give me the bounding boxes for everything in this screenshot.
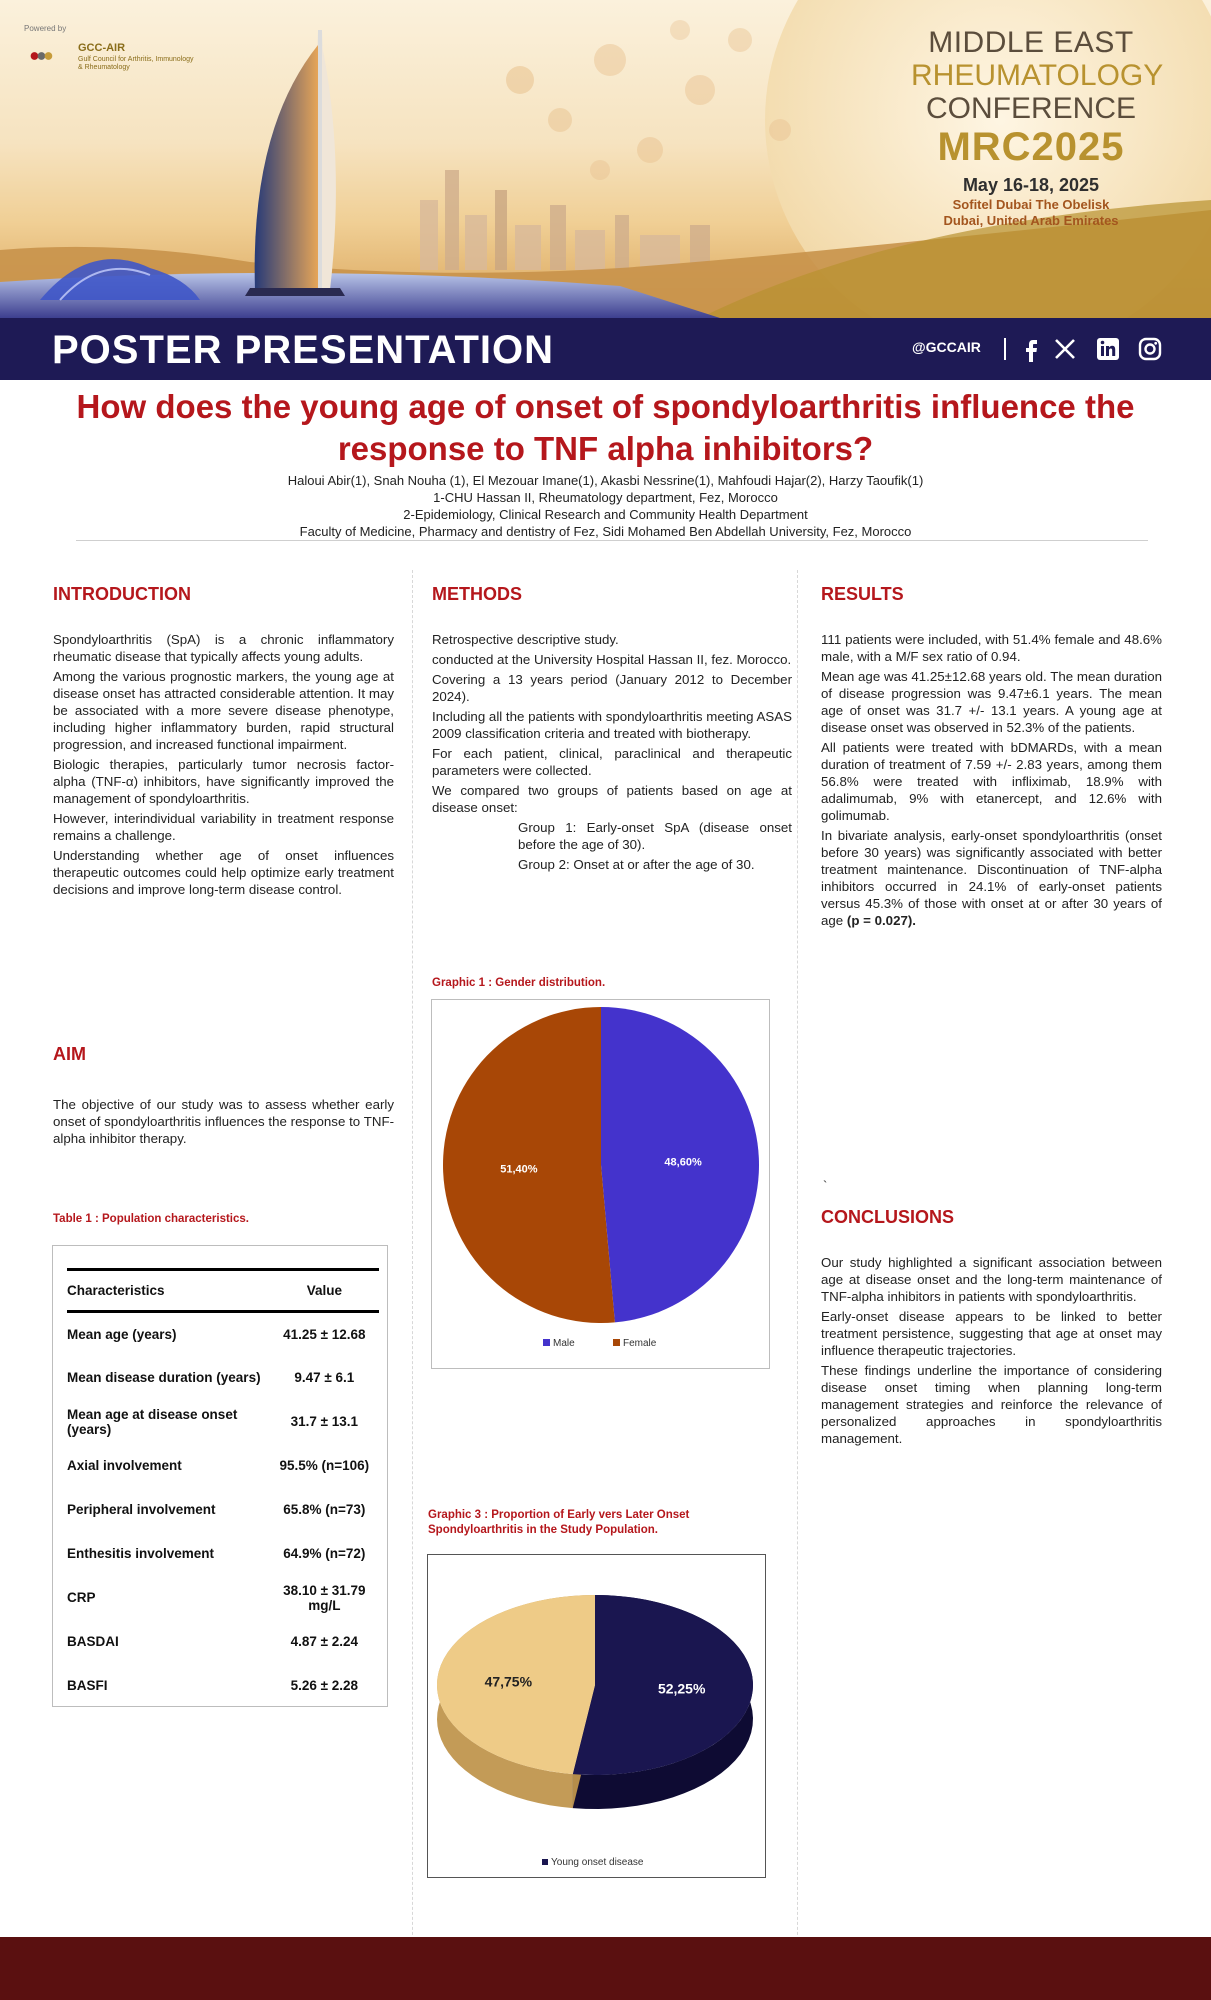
table-row (67, 1356, 379, 1400)
gcc-air-logo (24, 24, 194, 74)
legend-swatch (543, 1339, 550, 1346)
poster-presentation-bar (0, 318, 1211, 380)
table-row (67, 1620, 379, 1664)
powered-by-label: Powered by (24, 24, 67, 33)
introduction-paragraph: However, interindividual variability in treatment response remains a challenge. (53, 811, 394, 843)
gcc-air-emblem-icon (30, 46, 58, 66)
table-cell-value: 64.9% (n=72) (283, 1546, 366, 1561)
methods-paragraph: We compared two groups of patients based on age at disease onset: (432, 783, 792, 815)
methods-group-2: Group 2: Onset at or after the age of 30. (518, 857, 755, 872)
pie-data-label: 52,25% (657, 1680, 706, 1697)
table-cell-value: 31.7 ± 13.1 (290, 1414, 359, 1429)
conf-dates: May 16-18, 2025 (962, 175, 1100, 195)
conclusions-body (821, 1254, 1162, 1450)
poster-title: How does the young age of onset of spondyloarthritis influence the response to TNF alpha inhibitors? (76, 388, 1135, 467)
pie-data-label: 48,60% (664, 1156, 702, 1169)
introduction-heading: INTRODUCTION (53, 584, 191, 604)
table-cell-characteristic: Mean age at disease onset (years) (67, 1406, 238, 1437)
gcc-air-name: GCC-AIR (78, 42, 126, 54)
table-row (67, 1664, 379, 1708)
introduction-body (53, 631, 394, 901)
table-row (67, 1488, 379, 1532)
table-cell-value: 38.10 ± 31.79 mg/L (283, 1582, 366, 1613)
facebook-icon[interactable] (1018, 336, 1044, 362)
table-cell-characteristic: Mean disease duration (years) (67, 1370, 261, 1385)
conf-city: Dubai, United Arab Emirates (943, 213, 1119, 228)
legend-swatch (542, 1859, 548, 1865)
results-paragraph: Mean age was 41.25±12.68 years old. The mean duration of disease progression was 9.47±6.1 years. The mean age of onset was 31.7 +/- 13.1 years. A young age at disease onset was observed in 52.3% of the patients. (821, 669, 1162, 735)
authors-block (40, 472, 1171, 540)
onset-pie-svg (428, 1555, 767, 1879)
conclusions-heading: CONCLUSIONS (821, 1207, 955, 1227)
results-paragraph-bivariate (821, 827, 1162, 929)
table-cell-characteristic: BASDAI (67, 1634, 119, 1649)
x-icon[interactable] (1052, 336, 1078, 362)
table-cell-value: 41.25 ± 12.68 (283, 1326, 366, 1342)
table-cell-characteristic: Enthesitis involvement (67, 1546, 215, 1561)
column-divider-right (797, 570, 798, 1980)
pie-data-label: 51,40% (500, 1163, 538, 1176)
methods-paragraph: Including all the patients with spondyloarthritis meeting ASAS 2009 classification criteria and treated with biotherapy. (432, 709, 792, 741)
table-cell-value: 9.47 ± 6.1 (294, 1370, 355, 1385)
results-heading: RESULTS (821, 584, 904, 604)
table-cell-value: 5.26 ± 2.28 (290, 1678, 359, 1693)
table-header-characteristics: Characteristics (67, 1283, 165, 1298)
pie-data-label: 47,75% (484, 1673, 533, 1690)
legend-label: Male (553, 1338, 575, 1349)
linkedin-icon[interactable] (1095, 336, 1121, 362)
affiliation-1: 1-CHU Hassan II, Rheumatology department, Fez, Morocco (433, 490, 778, 505)
conference-logo (911, 26, 1164, 229)
footer-band (0, 1937, 1211, 2000)
table-cell-characteristic: Mean age (years) (67, 1326, 177, 1342)
header-banner (0, 0, 1211, 318)
results-paragraph: All patients were treated with bDMARDs, with a mean duration of treatment of 7.59 +/- 2.83 years, among them 56.8% were treated with infliximab, 18.9% with adalimumab, 9% with etanercept, and 12.6% with golimumab. (821, 740, 1162, 823)
introduction-paragraph: Biologic therapies, particularly tumor necrosis factor-alpha (TNF-α) inhibitors, have significantly improved the management of spondyloarthritis. (53, 757, 394, 806)
stray-mark: ` (823, 1178, 828, 1193)
poster-presentation-title: POSTER PRESENTATION (52, 328, 555, 372)
results-paragraph: 111 patients were included, with 51.4% female and 48.6% male, with a M/F sex ratio of 0.94. (821, 632, 1162, 664)
methods-paragraph: For each patient, clinical, paraclinical and therapeutic parameters were collected. (432, 746, 792, 778)
table-cell-characteristic: Peripheral involvement (67, 1502, 216, 1517)
affiliation-2: 2-Epidemiology, Clinical Research and Community Health Department (403, 507, 808, 522)
title-divider (76, 540, 1148, 541)
table-1-caption: Table 1 : Population characteristics. (53, 1213, 249, 1225)
author-list: Haloui Abir(1), Snah Nouha (1), El Mezouar Imane(1), Akasbi Nessrine(1), Mahfoudi Hajar(2), Harzy Taoufik(1) (287, 473, 924, 488)
social-handle[interactable]: @GCCAIR (912, 339, 981, 355)
conf-line-conference: CONFERENCE (925, 92, 1136, 125)
legend-label: Female (623, 1338, 657, 1349)
methods-paragraph: Covering a 13 years period (January 2012 to December 2024). (432, 672, 792, 704)
affiliation-3: Faculty of Medicine, Pharmacy and dentistry of Fez, Sidi Mohamed Ben Abdellah University, Fez, Morocco (299, 524, 912, 539)
conclusions-paragraph: These findings underline the importance of considering disease onset timing when planning long-term management strategies and reinforce the relevance of personalized approaches in spondyloarthritis management. (821, 1363, 1162, 1446)
table-row (67, 1532, 379, 1576)
legend-swatch (613, 1339, 620, 1346)
legend-label: Young onset disease (551, 1857, 644, 1868)
methods-body (432, 631, 792, 876)
methods-group-1: Group 1: Early-onset SpA (disease onset before the age of 30). (518, 820, 792, 852)
graphic-3-caption (428, 1508, 689, 1538)
conclusions-paragraph: Our study highlighted a significant association between age at disease onset and the long-term maintenance of TNF-alpha inhibitors in patients with spondyloarthritis. (821, 1255, 1162, 1304)
graphic-1-caption: Graphic 1 : Gender distribution. (432, 977, 606, 989)
introduction-paragraph: Spondyloarthritis (SpA) is a chronic inflammatory rheumatic disease that typically affects young adults. (53, 632, 394, 664)
column-divider-left (412, 570, 413, 1980)
p-value: (p = 0.027). (846, 913, 916, 928)
results-body (821, 631, 1162, 932)
table-row (67, 1444, 379, 1488)
population-characteristics-table (67, 1268, 379, 1708)
table-row (67, 1312, 379, 1356)
graphic-3-caption-line-2: Spondyloarthritis in the Study Population. (428, 1524, 658, 1536)
instagram-icon[interactable] (1137, 336, 1163, 362)
gender-distribution-chart (431, 999, 770, 1369)
gcc-air-subtitle: Gulf Council for Arthritis, Immunology & Rheumatology (78, 56, 194, 71)
onset-proportion-chart (427, 1554, 766, 1878)
conf-name: MRC2025 (937, 125, 1125, 169)
results-bivariate-text: In bivariate analysis, early-onset spondyloarthritis (onset before 30 years) was significantly associated with better treatment maintenance. Discontinuation of TNF-alpha inhibitors occurred in 24.1% of early-onset patients versus 45.3% of those with onset at or after 30 years of age (821, 828, 1162, 928)
table-cell-value: 65.8% (n=73) (283, 1502, 366, 1517)
conclusions-paragraph: Early-onset disease appears to be linked to better treatment persistence, suggesting that age at onset may influence therapeutic trajectories. (821, 1309, 1162, 1358)
table-header-value: Value (306, 1283, 342, 1298)
methods-paragraph: Retrospective descriptive study. (432, 632, 619, 647)
conf-line-middle-east: MIDDLE EAST (928, 26, 1134, 59)
table-cell-characteristic: BASFI (67, 1678, 108, 1693)
methods-paragraph: conducted at the University Hospital Hassan II, fez. Morocco. (432, 652, 792, 667)
table-header-row (67, 1270, 379, 1312)
conf-line-rheumatology: RHEUMATOLOGY (911, 59, 1164, 92)
graphic-3-caption-line-1: Graphic 3 : Proportion of Early vers Later Onset (428, 1509, 690, 1521)
population-characteristics-table-box (52, 1245, 388, 1707)
table-cell-characteristic: CRP (67, 1590, 96, 1605)
conf-venue: Sofitel Dubai The Obelisk (952, 197, 1110, 212)
introduction-paragraph: Among the various prognostic markers, the young age at disease onset has attracted considerable attention. It may be associated with a more severe disease phenotype, including higher inflammatory burden, rapid structural progression, and increased functional impairment. (53, 669, 394, 752)
table-row (67, 1576, 379, 1620)
table-cell-value: 95.5% (n=106) (279, 1458, 370, 1473)
aim-heading: AIM (53, 1044, 86, 1064)
bar-divider (1004, 338, 1006, 360)
table-cell-value: 4.87 ± 2.24 (290, 1634, 359, 1649)
table-row (67, 1400, 379, 1444)
aim-body: The objective of our study was to assess whether early onset of spondyloarthritis influences the response to TNF-alpha inhibitor therapy. (53, 1097, 394, 1146)
gender-pie-svg (432, 1000, 771, 1370)
introduction-paragraph: Understanding whether age of onset influences therapeutic outcomes could help optimize early treatment decisions and improve long-term disease control. (53, 848, 394, 897)
table-cell-characteristic: Axial involvement (67, 1458, 182, 1473)
methods-heading: METHODS (432, 584, 522, 604)
